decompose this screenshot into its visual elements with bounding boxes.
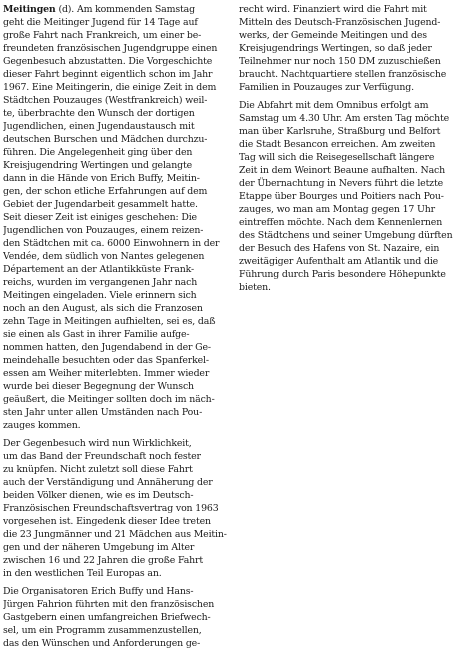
article-left-column bbox=[3, 3, 231, 650]
left-column-line: Der Gegenbesuch wird nun Wirklichkeit, bbox=[3, 438, 192, 449]
left-column-line: deutschen Burschen und Mädchen durchzu- bbox=[3, 134, 208, 145]
left-column-line: Département an der Atlantikküste Frank- bbox=[3, 264, 195, 275]
left-column-line: Gegenbesuch abzustatten. Die Vorgeschichte bbox=[3, 56, 213, 67]
left-column-line: Die Organisatoren Erich Buffy und Hans- bbox=[3, 586, 194, 597]
article-right-column bbox=[239, 3, 465, 294]
right-column-line: Führung durch Paris besondere Höhepunkte bbox=[239, 269, 446, 280]
right-column-line: der Übernachtung in Nevers führt die letzte bbox=[239, 178, 443, 189]
left-column-line: zehn Tage in Meitingen aufhielten, sei es, daß bbox=[3, 316, 216, 327]
left-column-line: te, überbrachte den Wunsch der dortigen bbox=[3, 108, 195, 119]
right-column-line: Tag will sich die Reisegesellschaft längere bbox=[239, 152, 435, 163]
left-column-line: Jugendlichen, einen Jugendaustausch mit bbox=[3, 121, 195, 132]
right-column-line: des Städtchens und seiner Umgebung dürften bbox=[239, 230, 453, 241]
left-column-line: Meitingen (d). Am kommenden Samstag bbox=[3, 4, 195, 15]
right-column-line: Die Abfahrt mit dem Omnibus erfolgt am bbox=[239, 100, 429, 111]
left-column-line: zauges kommen. bbox=[3, 420, 81, 431]
left-column-line: sten Jahr unter allen Umständen nach Pou- bbox=[3, 407, 203, 418]
left-column-line: reichs, wurden im vergangenen Jahr nach bbox=[3, 277, 198, 288]
right-column-line: zauges, wo man am Montag gegen 17 Uhr bbox=[239, 204, 436, 215]
left-column-line: noch an den August, als sich die Franzosen bbox=[3, 303, 203, 314]
right-column-line: braucht. Nachtquartiere stellen französische bbox=[239, 69, 447, 80]
left-column-line: um das Band der Freundschaft noch fester bbox=[3, 451, 201, 462]
right-column-line: Kreisjugendrings Wertingen, so daß jeder bbox=[239, 43, 432, 54]
left-column-line: essen am Weiher miterlebten. Immer wieder bbox=[3, 368, 210, 379]
left-column-line: das den Wünschen und Anforderungen ge- bbox=[3, 638, 201, 649]
left-column-line: führen. Die Angelegenheit ging über den bbox=[3, 147, 193, 158]
left-column-line: Seit dieser Zeit ist einiges geschehen: Die bbox=[3, 212, 197, 223]
left-column-line: wurde bei dieser Begegnung der Wunsch bbox=[3, 381, 194, 392]
right-column-line: recht wird. Finanziert wird die Fahrt mit bbox=[239, 4, 427, 15]
right-column-line: Mitteln des Deutsch-Französischen Jugend- bbox=[239, 17, 441, 28]
left-column-line: dann in die Hände von Erich Buffy, Meitin- bbox=[3, 173, 200, 184]
left-column-line: Städtchen Pouzauges (Westfrankreich) weil- bbox=[3, 95, 208, 106]
left-column-line: dieser Fahrt beginnt eigentlich schon im Jahr bbox=[3, 69, 213, 80]
left-column-line: beiden Völker dienen, wie es im Deutsch- bbox=[3, 490, 194, 501]
right-column-line: zweitägiger Aufenthalt am Atlantik und die bbox=[239, 256, 439, 267]
left-column-line: Französischen Freundschaftsvertrag von 1963 bbox=[3, 503, 219, 514]
right-column-line: Teilnehmer nur noch 150 DM zuzuschießen bbox=[239, 56, 441, 67]
left-column-line: die 23 Jungmänner und 21 Mädchen aus Meitin- bbox=[3, 529, 227, 540]
left-column-line: große Fahrt nach Frankreich, um einer be- bbox=[3, 30, 202, 41]
right-column-line: werks, der Gemeinde Meitingen und des bbox=[239, 30, 427, 41]
left-column-line: Vendée, dem südlich von Nantes gelegenen bbox=[3, 251, 205, 262]
left-column-line: 1967. Eine Meitingerin, die einige Zeit in dem bbox=[3, 82, 217, 93]
left-column-line: Jugendlichen von Pouzauges, einem reizen- bbox=[3, 225, 204, 236]
right-column-line: Etappe über Bourges und Poitiers nach Pou- bbox=[239, 191, 444, 202]
left-column-line: gen, der schon etliche Erfahrungen auf dem bbox=[3, 186, 208, 197]
left-column-line: Gastgebern einen umfangreichen Briefwech- bbox=[3, 612, 211, 623]
right-column-line: Samstag um 4.30 Uhr. Am ersten Tag möchte bbox=[239, 113, 450, 124]
right-column-line: Familien in Pouzauges zur Verfügung. bbox=[239, 82, 414, 93]
left-column-line: freundeten französischen Jugendgruppe einen bbox=[3, 43, 218, 54]
left-column-line: meindehalle besuchten oder das Spanferkel- bbox=[3, 355, 209, 366]
right-column-line: man über Karlsruhe, Straßburg und Belfort bbox=[239, 126, 441, 137]
left-column-line: zu knüpfen. Nicht zuletzt soll diese Fahrt bbox=[3, 464, 193, 475]
left-column-line: den Städtchen mit ca. 6000 Einwohnern in der bbox=[3, 238, 220, 249]
right-column-line: die Stadt Besancon erreichen. Am zweiten bbox=[239, 139, 436, 150]
left-column-line: nommen hatten, den Jugendabend in der Ge- bbox=[3, 342, 211, 353]
left-column-line: in den westlichen Teil Europas an. bbox=[3, 568, 162, 579]
left-column-line: Gebiet der Jugendarbeit gesammelt hatte. bbox=[3, 199, 198, 210]
left-column-line: Meitingen eingeladen. Viele erinnern sich bbox=[3, 290, 197, 301]
left-column-line: geht die Meitinger Jugend für 14 Tage auf bbox=[3, 17, 198, 28]
left-column-line: gen und der näheren Umgebung im Alter bbox=[3, 542, 195, 553]
left-column-line: Kreisjugendring Wertingen und gelangte bbox=[3, 160, 192, 171]
left-column-line: sie einen als Gast in ihrer Familie aufge- bbox=[3, 329, 190, 340]
right-column-line: Zeit in dem Weinort Beaune aufhalten. Nach bbox=[239, 165, 446, 176]
right-column-line: eintreffen möchte. Nach dem Kennenlernen bbox=[239, 217, 443, 228]
left-column-line: vorgesehen ist. Eingedenk dieser Idee treten bbox=[3, 516, 211, 527]
left-column-line: zwischen 16 und 22 Jahren die große Fahrt bbox=[3, 555, 203, 566]
left-column-line: sel, um ein Programm zusammenzustellen, bbox=[3, 625, 202, 636]
dateline-place: Meitingen bbox=[3, 4, 56, 15]
left-column-line: Jürgen Fahrion führten mit den französischen bbox=[3, 599, 215, 610]
left-column-line: auch der Verständigung und Annäherung der bbox=[3, 477, 213, 488]
right-column-line: der Besuch des Hafens von St. Nazaire, ein bbox=[239, 243, 440, 254]
right-column-line: bieten. bbox=[239, 282, 271, 293]
left-column-line: geäußert, die Meitinger sollten doch im näch- bbox=[3, 394, 215, 405]
